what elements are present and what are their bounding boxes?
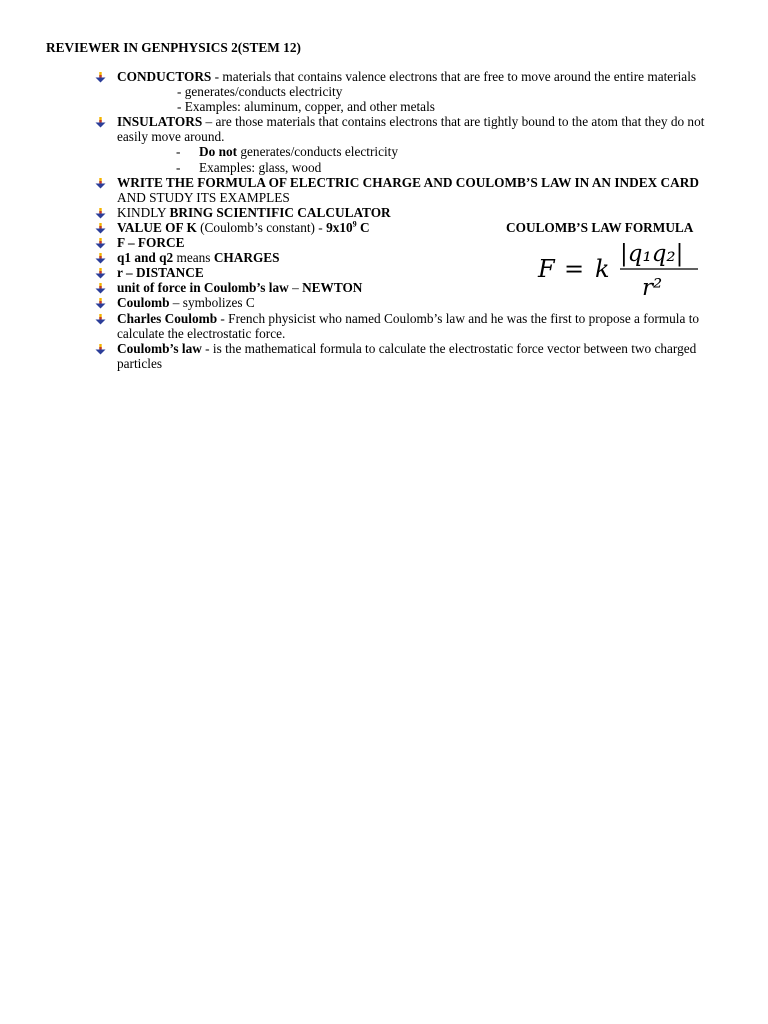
- list-item-coulomb-symbol: Coulomb – symbolizes C: [0, 295, 768, 310]
- sub-item: - generates/conducts electricity: [177, 84, 343, 100]
- formula-equation: [536, 234, 716, 304]
- list-item-conductors: [0, 69, 768, 114]
- arrow-down-bullet-icon: [95, 178, 106, 189]
- sub-item: - Do not generates/conducts electricity: [176, 144, 399, 160]
- list-item-write-formula: WRITE THE FORMULA OF ELECTRIC CHARGE AND COULOMB’S LAW IN AN INDEX CARD AND STUDY ITS EXAMPLES: [0, 175, 768, 205]
- arrow-down-bullet-icon: [95, 283, 106, 294]
- arrow-down-bullet-icon: [95, 208, 106, 219]
- list-item-insulators: [0, 114, 768, 174]
- formula-lhs: F: [538, 255, 555, 283]
- arrow-down-bullet-icon: [95, 298, 106, 309]
- list-item-charles-coulomb: Charles Coulomb - French physicist who named Coulomb’s law and he was the first to propose a formula to calculate the electrostatic force.: [0, 311, 768, 341]
- arrow-down-bullet-icon: [95, 253, 106, 264]
- page-title: REVIEWER IN GENPHYSICS 2(STEM 12): [46, 40, 301, 55]
- arrow-down-bullet-icon: [95, 238, 106, 249]
- formula-title: COULOMB’S LAW FORMULA: [506, 220, 694, 235]
- arrow-down-bullet-icon: [95, 223, 106, 234]
- list-item-calculator: KINDLY BRING SCIENTIFIC CALCULATOR: [0, 205, 768, 220]
- definition-insulators: – are those materials that contains electrons that are tightly bound to the atom that they do not easily move around.: [117, 114, 705, 145]
- formula-denominator: r²: [642, 275, 663, 301]
- formula-k: k: [595, 255, 610, 283]
- arrow-down-bullet-icon: [95, 72, 106, 83]
- list-item-coulombs-law: Coulomb’s law - is the mathematical formula to calculate the electrostatic force vector between two charged particles: [0, 341, 768, 371]
- arrow-down-bullet-icon: [95, 117, 106, 128]
- formula-numerator: |q₁q₂|: [620, 241, 684, 267]
- list-item-force: F – FORCE: [0, 235, 768, 250]
- arrow-down-bullet-icon: [95, 344, 106, 355]
- formula-equals: =: [564, 255, 585, 283]
- list-item-value-of-k: VALUE OF K (Coulomb’s constant) - $9x10^9$ C: [0, 220, 768, 235]
- list-item-unit-of-force: unit of force in Coulomb’s law – NEWTON: [0, 280, 768, 295]
- definition-conductors: - materials that contains valence electrons that are free to move around the entire materials: [211, 69, 697, 84]
- arrow-down-bullet-icon: [95, 314, 106, 325]
- sub-item: - Examples: aluminum, copper, and other metals: [177, 99, 435, 115]
- arrow-down-bullet-icon: [95, 268, 106, 279]
- coulombs-law-formula: [506, 220, 736, 301]
- list-item-distance: r – DISTANCE: [0, 265, 768, 280]
- list-item-charges: q1 and q2 means CHARGES: [0, 250, 768, 265]
- sub-item: - Examples: glass, wood: [176, 159, 322, 175]
- term-conductors: CONDUCTORS: [117, 69, 212, 84]
- term-insulators: INSULATORS: [117, 114, 203, 130]
